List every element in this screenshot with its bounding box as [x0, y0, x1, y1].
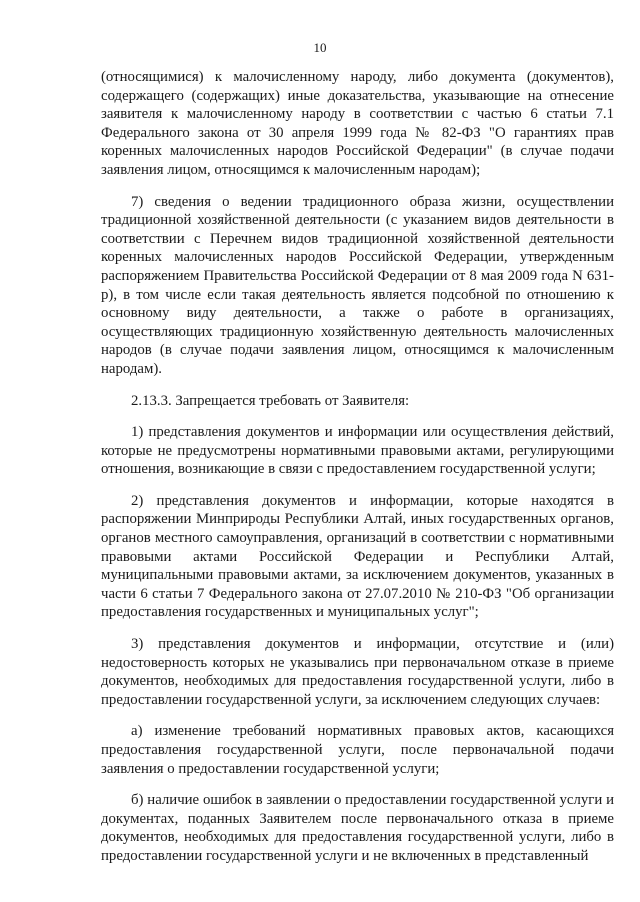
paragraph-subitem-a: а) изменение требований нормативных правовых актов, касающихся предоставления государственной услуги, после первоначальной подачи заявления о предоставлении государственной услуги;: [101, 723, 614, 777]
paragraph-item-2: 2) представления документов и информации, которые находятся в распоряжении Минприроды Республики Алтай, иных государственных органов, органов местного самоуправления, организаций в соответствии с нормативными правовыми актами Российской Федерации и Республики Алтай, муниципальными правовыми актами, за исключением документов, указанных в части 6 статьи 7 Федерального закона от 27.07.2010 № 210-ФЗ "Об организации предоставления государственных и муниципальных услуг";: [101, 492, 614, 621]
section-heading-2-13-3: 2.13.3. Запрещается требовать от Заявителя:: [131, 392, 410, 409]
document-body: [101, 68, 614, 866]
paragraph-continuation: (относящимися) к малочисленному народу, либо документа (документов), содержащего (содержащих) иные доказательства, указывающие на отнесение заявителя к малочисленному народу в соответствии с частью 6 статьи 7.1 Федерального закона от 30 апреля 1999 года № 82-ФЗ "О гарантиях прав коренных малочисленных народов Российской Федерации" (в случае подачи заявления лицом, относящимся к малочисленным народам);: [101, 69, 614, 178]
paragraph-item-7: 7) сведения о ведении традиционного образа жизни, осуществлении традиционной хозяйственной деятельности (с указанием видов деятельности в соответствии с Перечнем видов традиционной хозяйственной деятельности коренных малочисленных народов Российской Федерации, утвержденным распоряжением Правительства Российской Федерации от 8 мая 2009 года N 631-р), в том числе если такая деятельность является подсобной по отношению к основному виду деятельности, а также о работе в организациях, осуществляющих традиционную хозяйственную деятельность малочисленных народов (в случае подачи заявления лицом, относящимся к малочисленным народам).: [101, 193, 614, 377]
paragraph-item-3: 3) представления документов и информации, отсутствие и (или) недостоверность которых не указывались при первоначальном отказе в приеме документов, необходимых для предоставления государственной услуги, либо в предоставлении государственной услуги, за исключением следующих случаев:: [101, 636, 614, 708]
paragraph-item-1: 1) представления документов и информации или осуществления действий, которые не предусмотрены нормативными правовыми актами, регулирующими отношения, возникающие в связи с предоставлением государственной услуги;: [101, 424, 614, 478]
page-number: 10: [313, 40, 327, 55]
paragraph-subitem-b: б) наличие ошибок в заявлении о предоставлении государственной услуги и документах, поданных Заявителем после первоначального отказа в приеме документов, необходимых для предоставления государственной услуги, либо в предоставлении государственной услуги и не включенных в представленный: [101, 792, 614, 864]
